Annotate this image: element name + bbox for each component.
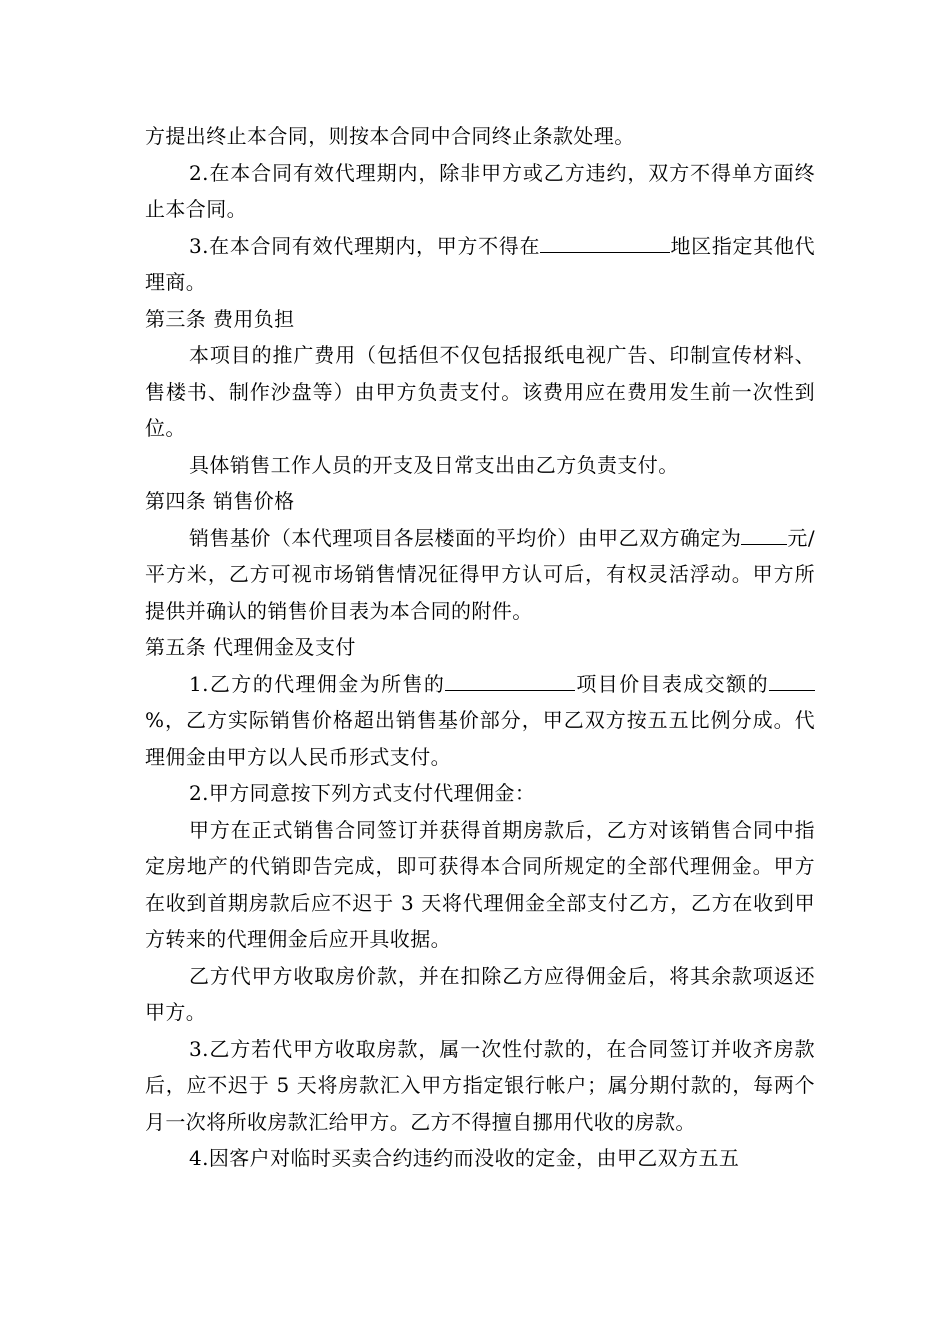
paragraph-promotion-costs — [145, 337, 815, 447]
paragraph-clause-2 — [145, 155, 815, 228]
paragraph-collection — [145, 958, 815, 1031]
fill-in-blank-region — [540, 234, 670, 253]
heading-text: 第四条 销售价格 — [145, 489, 295, 513]
paragraph-commission-4 — [145, 1140, 815, 1177]
fill-in-blank-rate-cont — [781, 672, 815, 691]
paragraph-text: 具体销售工作人员的开支及日常支出由乙方负责支付。 — [189, 452, 679, 477]
paragraph-text: 2.在本合同有效代理期内，除非甲方或乙方违约，双方不得单方面终止本合同。 — [145, 160, 815, 221]
heading-text: 第三条 费用负担 — [145, 306, 295, 331]
paragraph-commission-2 — [145, 775, 815, 812]
paragraph-text: 4.因客户对临时买卖合约违约而没收的定金，由甲乙双方五五 — [189, 1146, 740, 1170]
fill-in-blank-price — [741, 526, 753, 545]
fill-in-blank-price-cont — [753, 526, 787, 545]
fill-in-blank-rate — [769, 672, 781, 691]
paragraph-text: 乙方代甲方收取房价款，并在扣除乙方应得佣金后，将其余款项返还甲方。 — [145, 963, 815, 1024]
paragraph-text: 项目价目表成交额的 — [575, 671, 769, 696]
paragraph-text: 3.在本合同有效代理期内，甲方不得在 — [189, 233, 541, 258]
paragraph-text: 1.乙方的代理佣金为所售的 — [189, 671, 446, 696]
section-heading-article-5 — [145, 629, 815, 666]
paragraph-text: 销售基价（本代理项目各层楼面的平均价）由甲乙双方确定为 — [189, 525, 742, 550]
paragraph-text: %，乙方实际销售价格超出销售基价部分，甲乙双方按五五比例分成。代理佣金由甲方以人民币形式支付。 — [145, 708, 815, 769]
paragraph-text: 3.乙方若代甲方收取房款，属一次性付款的，在合同签订并收齐房款后，应不迟于 5 天将房款汇入甲方指定银行帐户；属分期付款的，每两个月一次将所收房款汇给甲方。乙方不得擅自挪用代收的房款。 — [145, 1036, 815, 1134]
paragraph-clause-3 — [145, 228, 815, 301]
paragraph-text: 2.甲方同意按下列方式支付代理佣金： — [189, 781, 536, 805]
paragraph-text: 元/平方米，乙方可视市场销售情况征得甲方认可后，有权灵活浮动。甲方所提供并确认的销售价目表为本合同的附件。 — [145, 525, 815, 623]
paragraph-text: 甲方在正式销售合同签订并获得首期房款后，乙方对该销售合同中指定房地产的代销即告完成，即可获得本合同所规定的全部代理佣金。甲方在收到首期房款后应不迟于 3 天将代理佣金全部支付乙方，乙方在收到甲方转来的代理佣金后应开具收据。 — [145, 817, 815, 951]
paragraph-base-price — [145, 520, 815, 630]
fill-in-blank-project — [445, 672, 575, 691]
section-heading-article-4 — [145, 483, 815, 520]
paragraph-commission-payment — [145, 812, 815, 958]
heading-text: 第五条 代理佣金及支付 — [145, 635, 356, 659]
paragraph-text: 方提出终止本合同，则按本合同中合同终止条款处理。 — [145, 124, 635, 148]
section-heading-article-3 — [145, 301, 815, 338]
paragraph-text: 本项目的推广费用（包括但不仅包括报纸电视广告、印制宣传材料、售楼书、制作沙盘等）由甲方负责支付。该费用应在费用发生前一次性到位。 — [145, 343, 815, 440]
paragraph-termination-continued — [145, 118, 815, 155]
paragraph-staff-costs — [145, 447, 815, 484]
paragraph-commission-3 — [145, 1031, 815, 1141]
contract-body — [145, 118, 815, 1177]
paragraph-commission-1 — [145, 666, 815, 776]
paragraph-text: 地区指定其他代理商。 — [145, 233, 815, 294]
